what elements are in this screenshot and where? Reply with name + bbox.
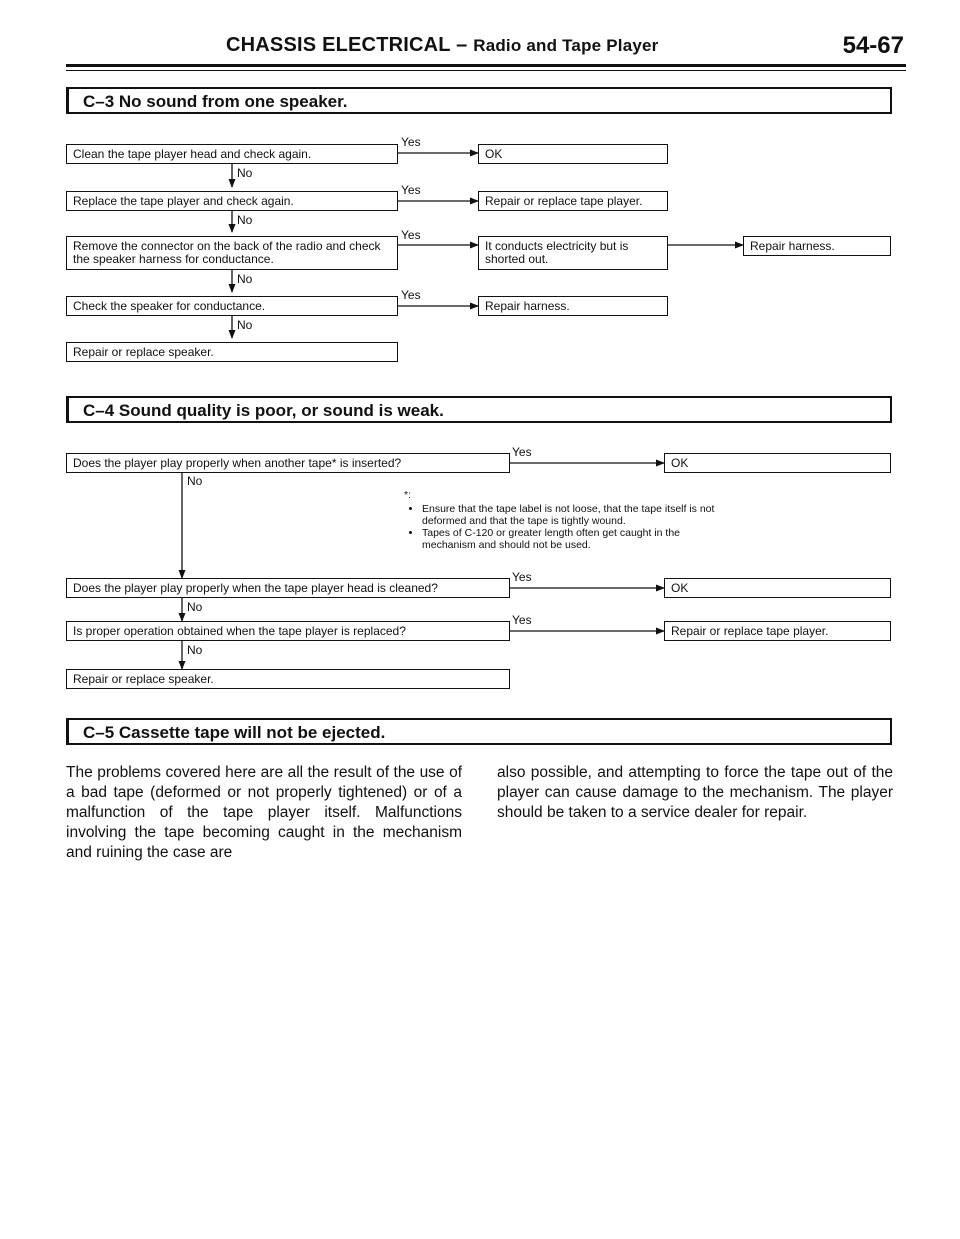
c3-step-replace-player: Replace the tape player and check again. [66,191,398,211]
c4-result-replace-player: Repair or replace tape player. [664,621,891,641]
c5-paragraph-left: The problems covered here are all the result of the use of a bad tape (deformed or not properly tightened) or of a malfunction of the tape player itself. Malfunctions involving the tape becoming caught in the mechanism and ruining the case are [66,764,462,861]
c4-yes-label-3: Yes [512,613,532,627]
c4-result-ok-2: OK [664,578,891,598]
c3-result-ok: OK [478,144,668,164]
header-subsection: Radio and Tape Player [473,36,659,55]
c3-no-label-2: No [237,213,253,227]
c3-result-repair-harness: Repair harness. [478,296,668,316]
c3-no-label-4: No [237,318,253,332]
header-rule [66,64,906,67]
c3-step-check-harness: Remove the connector on the back of the radio and check the speaker harness for conductance. [66,236,398,270]
page-header-title [226,34,806,64]
c5-section-heading: C–5 Cassette tape will not be ejected. [66,718,892,745]
c3-section-heading: C–3 No sound from one speaker. [66,87,892,114]
header-rule-thin [66,70,906,71]
c3-yes-label-2: Yes [401,183,421,197]
c3-no-label-1: No [237,166,253,180]
c3-yes-label-4: Yes [401,288,421,302]
page-number: 54-67 [842,32,904,59]
c4-yes-label-2: Yes [512,570,532,584]
c3-result-replace-player: Repair or replace tape player. [478,191,668,211]
c3-no-label-3: No [237,272,253,286]
c3-result-repair-harness-2: Repair harness. [743,236,891,256]
header-dash: – [450,34,474,56]
c3-yes-label-1: Yes [401,135,421,149]
c5-paragraph-right: also possible, and attempting to force the tape out of the player can cause damage to the mechanism. The player should be taken to a service dealer for repair. [497,764,893,821]
c4-yes-label-1: Yes [512,445,532,459]
c4-result-ok-1: OK [664,453,891,473]
c3-step-check-speaker: Check the speaker for conductance. [66,296,398,316]
c3-step-clean-head: Clean the tape player head and check again. [66,144,398,164]
c4-no-label-2: No [187,600,203,614]
c4-step-another-tape: Does the player play properly when another tape* is inserted? [66,453,510,473]
c4-step-head-cleaned: Does the player play properly when the tape player head is cleaned? [66,578,510,598]
c4-no-label-3: No [187,643,203,657]
c3-result-shorted: It conducts electricity but is shorted out. [478,236,668,270]
c4-note-mark: *: [404,489,412,501]
c4-no-label-1: No [187,474,203,488]
c4-notes [404,503,734,551]
c4-note-item: • Tapes of C-120 or greater length often get caught in the mechanism and should not be used. [422,527,734,551]
c4-section-heading: C–4 Sound quality is poor, or sound is weak. [66,396,892,423]
c4-note-item: • Ensure that the tape label is not loose, that the tape itself is not deformed and that the tape is tightly wound. [422,503,734,527]
c3-step-repair-speaker: Repair or replace speaker. [66,342,398,362]
header-section: CHASSIS ELECTRICAL [226,34,451,56]
c4-step-player-replaced: Is proper operation obtained when the tape player is replaced? [66,621,510,641]
c4-step-repair-speaker: Repair or replace speaker. [66,669,510,689]
c3-yes-label-3: Yes [401,228,421,242]
